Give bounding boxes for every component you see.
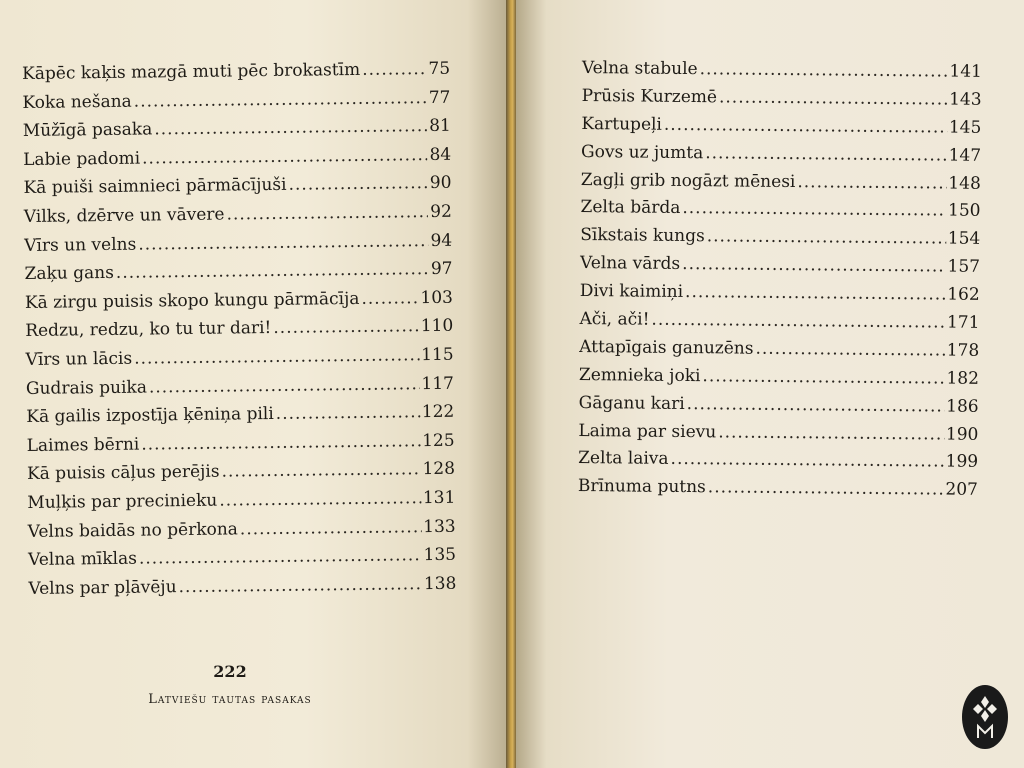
- toc-entry: Zelta bārda ..... 150: [580, 197, 980, 229]
- toc-entry: Mūžīgā pasaka ..... 81: [23, 116, 451, 150]
- toc-entry: Redzu, redzu, ko tu tur dari! ..... 110: [25, 316, 453, 350]
- toc-entry: Muļķis par precinieku ..... 131: [27, 488, 455, 522]
- toc-entry: Velna vārds ..... 157: [580, 253, 980, 285]
- toc-entry: Brīnuma putns ..... 207: [578, 476, 978, 508]
- toc-entry: Kā gailis izpostīja ķēniņa pili ..... 122: [26, 402, 454, 436]
- toc-entry: Divi kaimiņi ..... 162: [580, 281, 980, 313]
- toc-entry: Sīkstais kungs ..... 154: [580, 225, 980, 257]
- toc-entry: Zaķu gans ..... 97: [24, 259, 452, 293]
- ornament-glyph: [970, 694, 1000, 740]
- toc-entry: Kā puiši saimnieci pārmācījuši ..... 90: [23, 173, 451, 207]
- toc-entry: Velna stabule ..... 141: [582, 58, 982, 90]
- toc-left: [22, 59, 457, 607]
- toc-entry: Kā puisis cāļus perējis ..... 128: [27, 459, 455, 493]
- toc-entry: Kā zirgu puisis skopo kungu pārmācīja ..... 103: [25, 288, 453, 322]
- ornament-logo-icon: [962, 685, 1008, 749]
- toc-entry: Laima par sievu ..... 190: [578, 421, 978, 453]
- toc-entry: Zemnieka joki ..... 182: [579, 365, 979, 397]
- toc-entry: Vīrs un lācis ..... 115: [25, 345, 453, 379]
- toc-entry: Kartupeļi ..... 145: [581, 114, 981, 146]
- page-number: 222: [213, 662, 247, 681]
- toc-entry: Koka nešana ..... 77: [22, 87, 450, 121]
- toc-entry: Laimes bērni ..... 125: [27, 430, 455, 464]
- toc-entry: Attapīgais ganuzēns ..... 178: [579, 337, 979, 369]
- toc-entry: Gāganu kari ..... 186: [579, 393, 979, 425]
- toc-entry: Kāpēc kaķis mazgā muti pēc brokastīm ..... 75: [22, 59, 450, 93]
- toc-entry: Velns par pļāvēju ..... 138: [28, 573, 456, 607]
- toc-entry: Vilks, dzērve un vāvere ..... 92: [24, 202, 452, 236]
- toc-entry: Govs uz jumta ..... 147: [581, 142, 981, 174]
- toc-entry: Ači, ači! ..... 171: [579, 309, 979, 341]
- toc-entry: Velna mīklas ..... 135: [28, 545, 456, 579]
- toc-entry: Labie padomi ..... 84: [23, 145, 451, 179]
- toc-entry: Prūsis Kurzemē ..... 143: [581, 86, 981, 118]
- toc-entry: Zelta laiva ..... 199: [578, 448, 978, 480]
- toc-entry: Zagļi grib nogāzt mēnesi ..... 148: [581, 170, 981, 202]
- left-page: [0, 0, 508, 768]
- running-title: Latviešu tautas pasakas: [148, 692, 312, 707]
- toc-right: [578, 58, 982, 508]
- toc-entry: Gudrais puika ..... 117: [26, 373, 454, 407]
- toc-entry: Velns baidās no pērkona ..... 133: [28, 516, 456, 550]
- toc-entry: Vīrs un velns ..... 94: [24, 230, 452, 264]
